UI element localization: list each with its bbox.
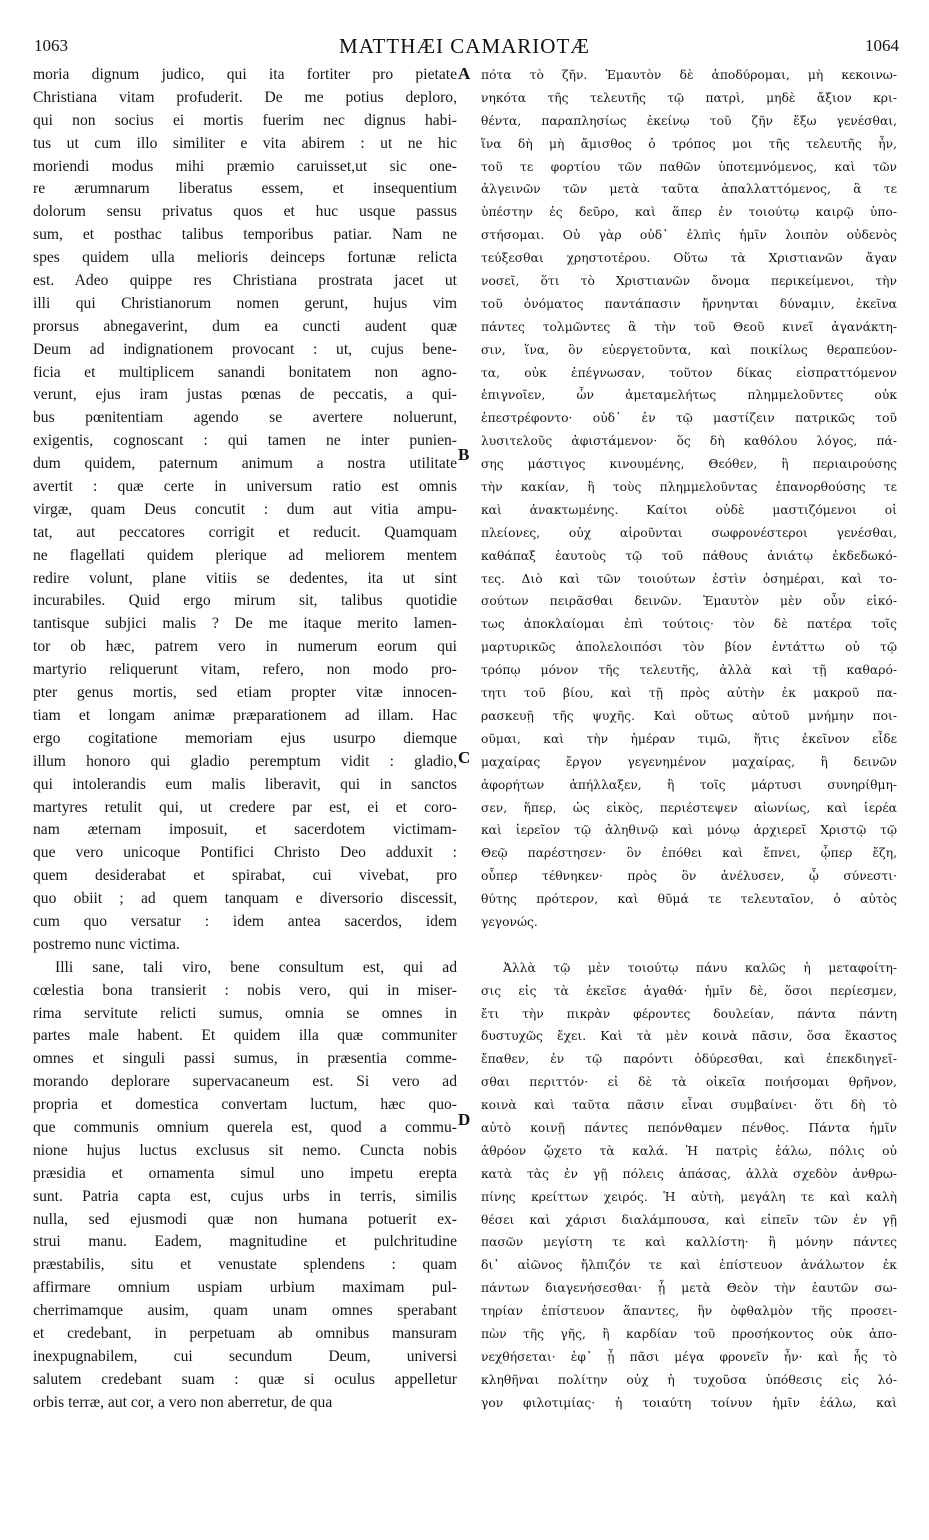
greek-text-line: σης μάστιγος κινουμένης, Θεόθεν, ἢ περιαιρούσης <box>481 457 897 472</box>
latin-text-line: que vero unicoque Pontifici Christo Deo adduxit : <box>33 844 457 862</box>
latin-text-line: qui non socius ei mortis fuerim nec dignus habi- <box>33 111 457 129</box>
latin-text-line: Christiana vitam profuderit. De me potius deploro, <box>33 88 457 106</box>
latin-text-line: moria dignum judico, qui ita fortiter pro pietate <box>33 66 457 83</box>
latin-text-line: tus ut cum illo similiter e vita abirem : ut ne hic <box>33 134 457 152</box>
latin-text-line: ficia et multiplicem sanandi bonitatem non agno- <box>33 363 457 381</box>
latin-text-line: sunt. Patria capta est, cujus urbs in terris, similis <box>33 1187 457 1205</box>
greek-text-line: σις εἰς τὰ ἐκεῖσε ἀγαθά· ἡμῖν δὲ, ὅσοι περίεσμεν, <box>481 983 897 998</box>
greek-text-line: ἀφορήτων ἀπήλλαξεν, ἣ τοῖς μάρτυσι συνηρίθμη- <box>481 777 897 792</box>
greek-text-line: στήσομαι. Οὐ γὰρ οὐδ᾽ ἐλπὶς ἡμῖν λοιπὸν οὐδενὸς <box>481 228 897 243</box>
greek-text-line: αὐτὸ κοινῇ πάντες πεπόνθαμεν πένθος. Πάντα ἡμῖν <box>481 1120 897 1135</box>
running-title: MATTHÆI CAMARIOTÆ <box>339 34 590 58</box>
greek-text-line: σθαι περιττόν· εἰ δὲ τὰ οἰκεῖα ποιήσομαι θρῆνον, <box>481 1075 897 1090</box>
latin-text-line: ergo cogitatione memoriam ejus usurpo diemque <box>33 729 457 747</box>
greek-text-line: Ἀλλὰ τῷ μὲν τοιούτῳ πάνυ καλῶς ἡ μεταφοίτη- <box>503 960 897 975</box>
greek-text-line: ἔτι τὴν πικρὰν φέροντες δουλείαν, πάντα πάντη <box>481 1006 897 1021</box>
greek-text-line: τηρίαν ἐπίστευον ἅπαντες, ἣν ὀφθαλμὸν τῆς προσει- <box>481 1304 897 1319</box>
latin-text-line: illum honoro qui gladio peremptum vidit : gladio, <box>33 752 457 770</box>
greek-text-line: λυσιτελοῦς ἀφιστάμενον· ὅς δὴ καθόλου λόγος, πά- <box>481 434 897 449</box>
latin-text-line: verunt, ejus iram justas pœnas de peccatis, a qui- <box>33 386 457 404</box>
greek-text-line: τεύξεσθαι χρηστοτέρου. Οὕτω τὰ Χριστιανῶν ἄγαν <box>481 251 897 266</box>
greek-text-line: ἐπεστρέφοντο· οὐδ᾽ ἐν τῷ μαστίζειν πατρικῶς τοῦ <box>481 411 897 426</box>
latin-text-line: partes male habent. Et quidem illa quæ communiter <box>33 1027 457 1045</box>
latin-text-line: qui intolerandis eum malis liberavit, qui in sanctos <box>33 775 457 793</box>
greek-text-line: ἐπιγνοῖεν, ὧν ἀμεταμελήτως πλημμελοῦντες οὐκ <box>481 388 897 403</box>
greek-text-line: ἀθρόον ᾤχετο τὰ καλά. Ἡ πατρὶς ἑάλω, πόλις οὐ <box>481 1143 897 1158</box>
latin-text-line: moriendi modus mihi præmio caruisset,ut sic one- <box>33 157 457 175</box>
greek-text-line: θέντα, παραπλησίως ἐκείνῳ τοῦ ζῆν ἔξω γενέσθαι, <box>481 113 897 128</box>
greek-text-line: οὗπερ τέθνηκεν· πρὸς ὃν ἀνέλυσεν, ᾧ σύνεστι· <box>481 869 897 884</box>
latin-text-line: prorsus abnegaverint, dum ea cuncti audent quæ <box>33 317 457 335</box>
latin-text-line: bus pœnitentiam agendo se avertere noluerunt, <box>33 409 457 427</box>
greek-text-line: κληθῆναι πολίτην οὐχ ἡ τυχοῦσα ὑπόθεσις εἰς λό- <box>481 1372 897 1387</box>
latin-text-line: pter genus mortis, sed etiam propter vitæ innocen- <box>33 684 457 702</box>
greek-text-line: τητι τοῦ βίου, καὶ τῇ πρὸς αὐτὴν ἐκ μακροῦ πα- <box>481 686 897 701</box>
latin-text-line: præstabilis, situ et venustate splendens : quam <box>33 1256 457 1274</box>
latin-column <box>33 64 457 1415</box>
paragraph-gap <box>481 934 897 957</box>
latin-text-line: præsidia et ornamenta simul uno impetu erepta <box>33 1164 457 1182</box>
latin-text-line: cum quo versatur : idem antea sacerdos, idem <box>33 912 457 930</box>
greek-text-line: σιν, ἵνα, ὃν εὐεργετοῦντα, καὶ ποικίλως θεραπεύον- <box>481 342 897 357</box>
latin-text-line: omnes et singuli passi sumus, in præsentia comme- <box>33 1050 457 1068</box>
latin-text-line: salutem credebant suam : quæ si oculus appelletur <box>33 1370 457 1388</box>
latin-text-line: tantisque subjici malis ? De me itaque merito lamen- <box>33 615 457 633</box>
latin-text-line: postremo nunc victima. <box>33 935 180 953</box>
greek-text-line: Θεῷ παρέστησεν· ὃν ἐπόθει καὶ ἔπνει, ᾧπερ ἔζη, <box>481 846 897 861</box>
greek-text-line: ὑπέστην ἐς δεῦρο, καὶ ἅπερ ἐν τοιούτῳ καιρῷ ὑπο- <box>481 205 897 220</box>
latin-text-line: redire volunt, plane vitiis se dedentes, ita ut sint <box>33 569 457 587</box>
greek-text-line: ἔπαθεν, ἐν τῷ παρόντι ὀδύρεσθαι, καὶ ἐπεκδιηγεῖ- <box>481 1052 897 1067</box>
greek-text-line: τρόπῳ μόνον τῆς τελευτῆς, ἀλλὰ καὶ τῇ καθαρό- <box>481 663 897 678</box>
latin-text-line: spes quidem ulla melioris deinceps fortunæ relicta <box>33 249 457 267</box>
latin-text-line: nione hujus luctus exclusus sit nemo. Cuncta nobis <box>33 1141 457 1159</box>
greek-text-line: δι᾽ αἰῶνος ἤλπιζόν τε καὶ ἐπίστευον ἀνάλωτον ἐκ <box>481 1258 897 1273</box>
greek-text-line: ἵνα δὴ μὴ ἄμισθος ὁ τρόπος μοι τῆς τελευτῆς ἦν, <box>481 136 897 151</box>
latin-text-line: propria et domestica convertam luctum, hæc quo- <box>33 1096 457 1114</box>
greek-text-line: πίνης κρείττων χειρός. Ἡ αὐτὴ, μεγάλη τε καὶ καλὴ <box>481 1189 897 1204</box>
page-number-right: 1064 <box>865 36 899 55</box>
latin-text-line: nulla, sed ejusmodi quæ non humana potuerit ex- <box>33 1210 457 1228</box>
greek-text-line: πασῶν μεγίστη τε καὶ καλλίστη· ἣ μόνην πάντες <box>481 1235 897 1250</box>
greek-text-line: πὼν τῆς γῆς, ἢ καρδίαν τοῦ προσήκοντος οὐκ ἀπο- <box>481 1326 897 1341</box>
latin-text-line: incurabiles. Quid ergo mirum sit, talibus quotidie <box>33 592 457 610</box>
greek-text-line: σούτων πειρᾶσθαι δεινῶν. Ἐμαυτὸν μὲν οὖν εἰκό- <box>481 594 897 609</box>
greek-text-line: πάντων διαγενήσεσθαι· ᾗ μετὰ Θεὸν τὴν ἑαυτῶν σω- <box>481 1281 897 1296</box>
greek-text-line: μαχαίρας ἔργον γεγενημένον μαχαίρας, ἣ δεινῶν <box>481 754 897 769</box>
greek-text-line: πότα τὸ ζῆν. Ἐμαυτὸν δὲ ἀποδύρομαι, μὴ κεκοινω- <box>481 68 897 82</box>
latin-text-line: tor ob hæc, patrem vero in numerum eorum qui <box>33 638 457 656</box>
greek-text-line: καὶ ἱερεῖον τῷ ἀληθινῷ καὶ μόνῳ ἀρχιερεῖ Χριστῷ τῷ <box>481 823 897 838</box>
latin-text-line: est. Adeo quippe res Christiana prostrata jacet ut <box>33 272 457 290</box>
greek-text-line: ρασκευῇ τῆς ψυχῆς. Καὶ οὕτως αὐτοῦ μνήμην ποι- <box>481 708 897 723</box>
greek-text-line: θύτης πρότερον, καὶ θῦμά τε τελευταῖον, ὁ αὐτὸς <box>481 892 897 907</box>
latin-text-line: exigentis, cognoscant : qui tamen ne inter punien- <box>33 432 457 450</box>
latin-text-line: ne flagellati quidem plerique ad meliorem mentem <box>33 546 457 564</box>
latin-text-line: tiam et longam animæ præparationem ad illam. Hac <box>33 706 457 724</box>
latin-text-line: sum, et posthac talibus temporibus patiar. Nam ne <box>33 226 457 244</box>
section-marker-c: C <box>458 748 471 767</box>
latin-text-line: virgæ, quam Deus concutit : dum aut vitia ampu- <box>33 500 457 518</box>
greek-text-line: κοινὰ καὶ ταῦτα πᾶσιν εἶναι συμβαίνει· ὅτι δὴ τὸ <box>481 1098 897 1113</box>
latin-text-line: avertit : quæ certe in universum ratio est omnis <box>33 478 457 496</box>
greek-text-line: οῦμαι, καὶ τὴν ἡμέραν τιμῶ, ἥτις ἐκεῖνον εἶδε <box>481 731 897 746</box>
greek-text-line: τὴν κακίαν, ἢ τοὺς πλημμελοῦντας ἐπανορθούσης τε <box>481 480 897 495</box>
latin-text-line: morando deplorare supervacaneum est. Si vero ad <box>33 1073 457 1091</box>
greek-column <box>481 64 897 1415</box>
latin-text-line: Illi sane, tali viro, bene consultum est, qui ad <box>55 958 457 976</box>
greek-text-line: πάντες τολμῶντες ἃ τὴν τοῦ Θεοῦ κινεῖ ἀγανάκτη- <box>481 319 897 334</box>
greek-text-line: νοσεῖ, ὅτι τὸ Χριστιανῶν ὄνομα περικείμενοι, τὴν <box>481 274 897 289</box>
greek-text-line: καὶ ἀνακτωμένης. Καίτοι οὐδὲ μαστιζόμενοι οἱ <box>481 502 897 517</box>
latin-text-line: que communis omnium querela est, quod a commu- <box>33 1118 457 1136</box>
latin-text-line: et credebant, in perpetuam ab omnibus mansuram <box>33 1324 457 1342</box>
latin-text-line: martyrio reliquerunt vitam, refero, non modo pro- <box>33 661 457 679</box>
greek-text-line: τες. Διὸ καὶ τῶν τοιούτων ἐστὶν ὁσημέραι, καὶ το- <box>481 571 897 586</box>
latin-text-line: rima servitute relicti sumus, omnia se omnes in <box>33 1004 457 1022</box>
greek-text-line: κατὰ τὰς ἐν γῇ πόλεις ἁπάσας, ἀλλὰ σχεδὸν ἀνθρω- <box>481 1166 897 1181</box>
latin-text-line: nam æternam imposuit, et sacerdotem victimam- <box>33 821 457 839</box>
greek-text-line: γεγονώς. <box>481 914 538 929</box>
latin-text-line: affirmare omnium uspiam urbium maximam pul- <box>33 1279 457 1297</box>
latin-text-line: cœlestia bona transierit : nobis vero, qui in miser- <box>33 981 457 999</box>
greek-text-line: νηκότα τῆς τελευτῆς τῷ πατρὶ, μηδὲ ἄξιον κρι- <box>481 90 897 105</box>
latin-text-line: strui manu. Eadem, magnitudine et pulchritudine <box>33 1233 457 1251</box>
greek-text-line: γον φιλοτιμίας· ἡ τοιαύτη τοίνυν ἡμῖν ἑάλω, καὶ <box>481 1395 897 1410</box>
section-marker-d: D <box>458 1110 471 1129</box>
greek-text-line: πλείονες, οὐχ αἱροῦνται σωφρονέστεροι γενέσθαι, <box>481 525 897 540</box>
latin-text-line: dolorum sensu privatus quos et huc usque passus <box>33 203 457 221</box>
latin-text-line: illi qui Christianorum nomen gerunt, hujus vim <box>33 294 457 312</box>
latin-text-line: quo obiit ; ad quem tanquam e diversorio discessit, <box>33 890 457 908</box>
latin-text-line: martyres retulit qui, ut credere par est, ei et coro- <box>33 798 457 816</box>
latin-text-line: orbis terræ, aut cor, a vero non aberretur, de qua <box>33 1393 333 1411</box>
section-marker-b: B <box>458 445 470 464</box>
greek-text-line: σεν, ἥπερ, ὡς εἰκὸς, περιέστεψεν αἰωνίως, καὶ ἱερέα <box>481 800 897 815</box>
latin-text-line: tat, aut peccatores corrigit et reducit. Quamquam <box>33 523 457 541</box>
latin-text-line: dum quidem, paternum animum a nostra utilitate <box>33 455 457 473</box>
greek-text-line: ἀλγεινῶν τῶν μετὰ ταῦτα ἀπαλλαττόμενος, ἃ τε <box>481 182 897 197</box>
section-marker-a: A <box>458 64 471 83</box>
greek-text-line: δυστυχῶς ἔχει. Καὶ τὰ μὲν κοινὰ πᾶσιν, ὅσα ἕκαστος <box>481 1029 897 1044</box>
page-number-left: 1063 <box>34 36 68 55</box>
latin-text-line: Deum ad indignationem provocant : ut, cujus bene- <box>33 340 457 358</box>
greek-text-line: νεχθήσεται· ἐφ᾽ ᾗ πᾶσι μέγα φρονεῖν ἦν· καὶ ἧς τὸ <box>481 1349 897 1364</box>
latin-text-line: quem desiderabat et spirabat, cui vivebat, pro <box>33 867 457 885</box>
greek-text-line: θέσει καὶ χάρισι διαλάμπουσα, καὶ εἰπεῖν τῶν ἐν γῇ <box>481 1212 897 1227</box>
latin-text-line: cherrimamque ausim, quam unam omnes sperabant <box>33 1302 457 1320</box>
greek-text-line: μαρτυρικῶς ἀπολελοιπόσι τὸν βίον ἐντάττω οὐ τῷ <box>481 640 897 655</box>
greek-text-line: καθάπαξ ἑαυτοὺς τῷ τοῦ πάθους ἀνιάτῳ ἐκδεδωκό- <box>481 548 897 563</box>
latin-text-line: inexpugnabilem, cui secundum Deum, universi <box>33 1347 457 1365</box>
greek-text-line: τα, οὐκ ἐπέγνωσαν, τοῦτον δίκας εἰσπραττόμενον <box>481 365 897 380</box>
greek-text-line: τοῦ τε φορτίου τῶν παθῶν ὑποτεμνόμενος, καὶ τῶν <box>481 159 897 174</box>
latin-text-line: re ærumnarum liberatus essem, et insequentium <box>33 180 457 198</box>
greek-text-line: τως ἀποκλαίομαι ἐπὶ τούτοις· τὸν δὲ πατέρα τοῖς <box>481 617 897 632</box>
greek-text-line: τοῦ ὀνόματος παντάπασιν ἤρνηνται δύναμιν, ἐκεῖνα <box>481 296 897 311</box>
